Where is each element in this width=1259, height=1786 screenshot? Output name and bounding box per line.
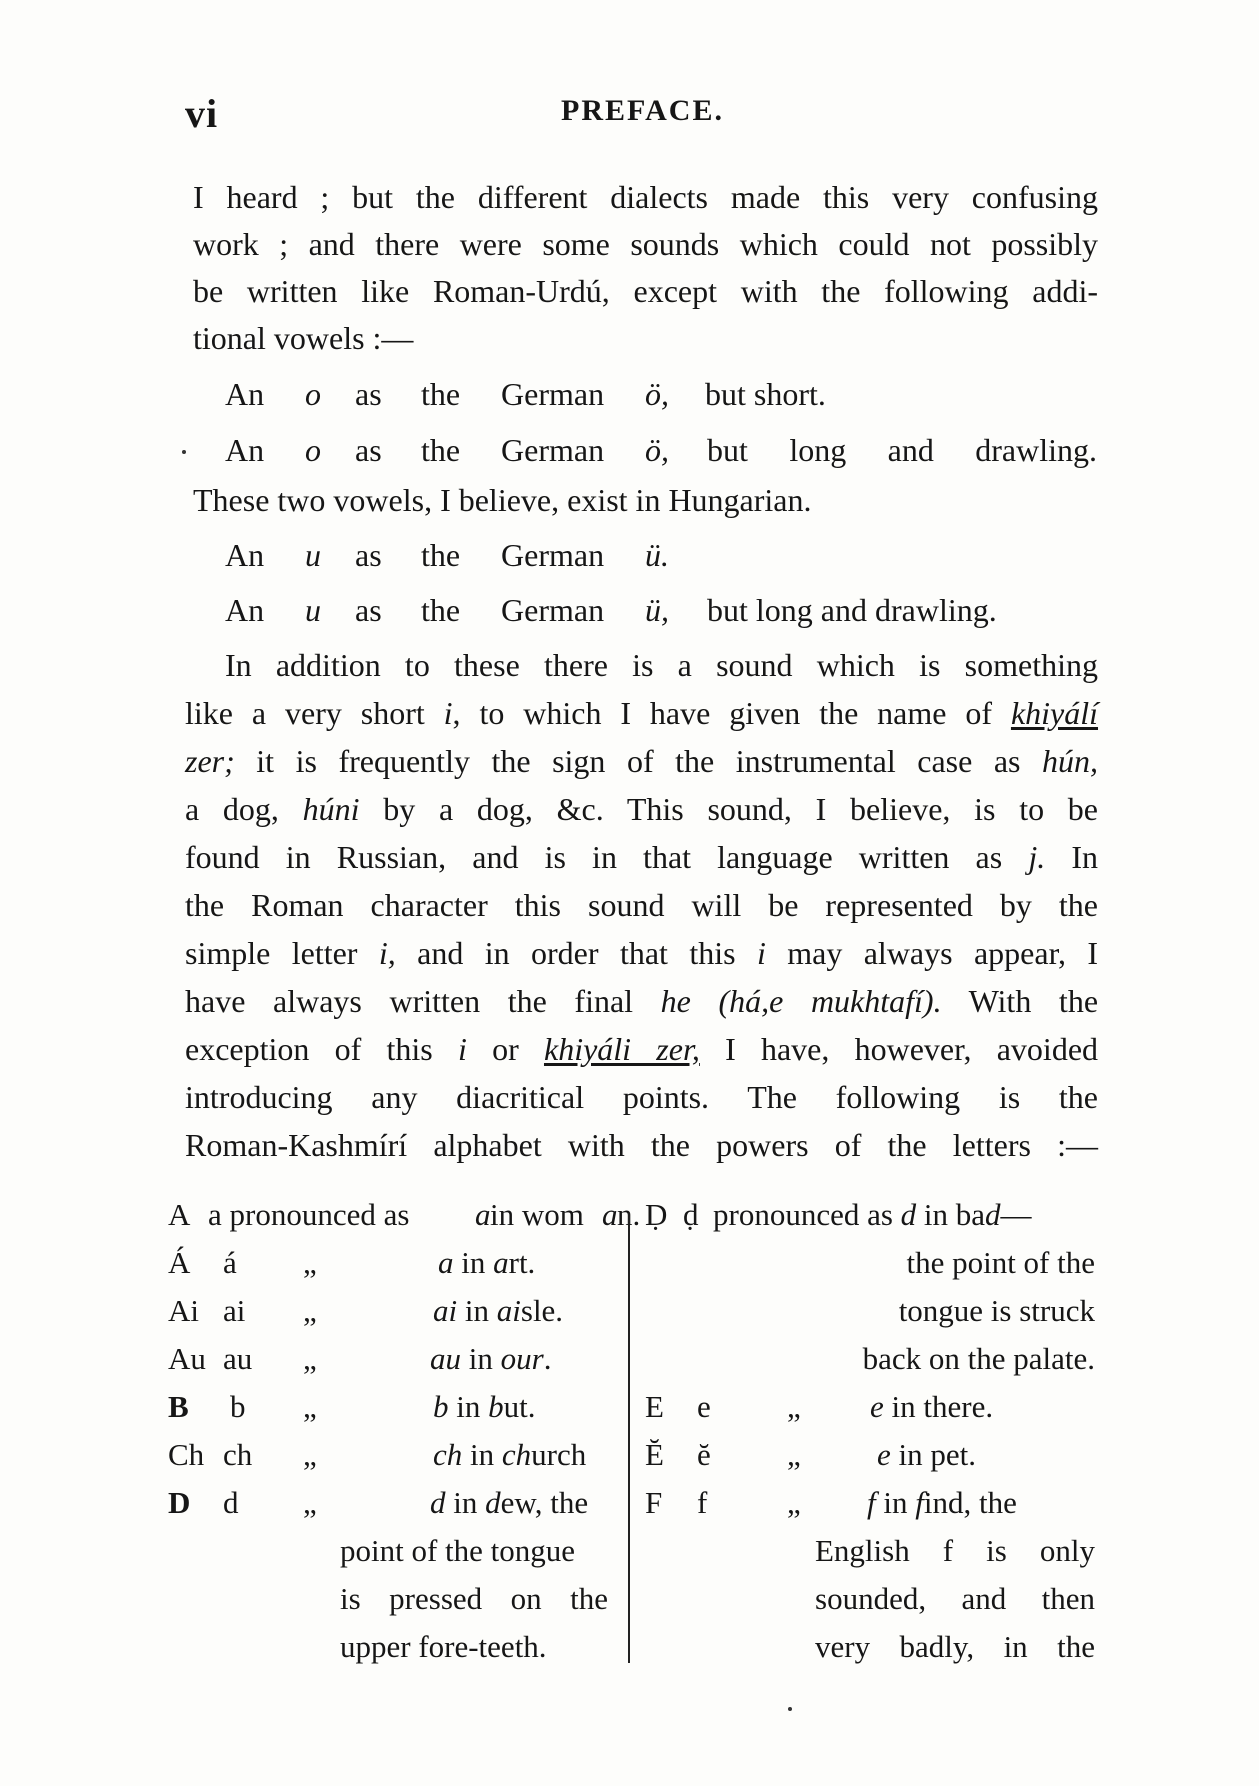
text-line: have always written the final he (há,e mukhtafí). With the xyxy=(185,983,1099,1019)
page-number: vi xyxy=(185,91,219,136)
text-line: the Roman character this sound will be represented by the xyxy=(185,887,1098,923)
alphabet-cont-line: upper fore-teeth. xyxy=(340,1629,547,1664)
alphabet-cont-line: tongue is struck xyxy=(898,1293,1095,1328)
text-line: These two vowels, I believe, exist in Hungarian. xyxy=(193,482,812,518)
text-line: tional vowels :— xyxy=(193,320,414,356)
text-line: I heard ; but the different dialects made this very confusing xyxy=(193,179,1098,215)
print-speck xyxy=(182,450,186,454)
text-line: simple letter i, and in order that this i may always appear, I xyxy=(185,935,1099,971)
running-title: PREFACE. xyxy=(561,94,724,127)
text-line: Roman-Kashmírí alphabet with the powers of the letters :— xyxy=(185,1127,1098,1163)
alphabet-cont-line: sounded, and then xyxy=(815,1581,1095,1616)
text-line: a dog, húni by a dog, &c. This sound, I believe, is to be xyxy=(185,791,1099,827)
print-speck xyxy=(788,1707,792,1711)
alphabet-cont-line: back on the palate. xyxy=(862,1341,1095,1376)
alphabet-cont-line: is pressed on the xyxy=(340,1581,608,1616)
text-line: be written like Roman-Urdú, except with the following addi- xyxy=(193,273,1098,309)
text-line: found in Russian, and is in that language written as j. In xyxy=(185,839,1099,875)
text-line: exception of this i or khiyáli zer, I have, however, avoided xyxy=(185,1031,1099,1067)
book-page: vi PREFACE. I heard ; but the different dialects made this very confusing work ; and there were some sounds which could not possibly be written like Roman-Urdú, except with the following addi- tional vowels :— An o as the German ö, but short. An o as the German ö, but long and drawling. These two vowels, I believe, exist in Hungarian. An u as the German ü. An u as the German ü, but long and drawling. In addition to these there is a sound which is something like a very short i, to which I have given the name of khiyálí zer; it is frequently the sign of the instrumental case as hún, a dog, húni by a dog, &c. This sound, I believe, is to be found in Russian, and is in that language written as j. In the Roman character this sound will be represented by the simple letter i, and in order that this i may always appear, I have always written the final he (há,e mukhtafí). With the exception of this i or khiyáli zer, I have, however, avoided introducing any diacritical points. The following is the Roman-Kashmírí alphabet with the powers of the letters :— A a pronounced as a in wom a n. Á á „ a in art. Ai ai „ ai in aisle. Au au „ au in our. B b „ b in but. Ch ch „ ch in church D d „ d in dew, the point of the tongue is pressed on the upper fore-teeth. Ḍ ḍ pronounced as d in bad— the point of the tongue is struck back on the palate. E e „ e in there. Ĕ ĕ „ e in pet. F f „ f in find, the English f is only sounded, and then very badly, in the xyxy=(0,0,1259,1786)
text-line: zer; it is frequently the sign of the instrumental case as hún, xyxy=(185,743,1098,779)
text-line: work ; and there were some sounds which could not possibly xyxy=(193,226,1098,262)
alphabet-cont-line: point of the tongue xyxy=(340,1533,576,1568)
column-divider xyxy=(628,1213,630,1663)
page-header xyxy=(185,90,1100,140)
alphabet-cont-line: the point of the xyxy=(906,1245,1095,1280)
alphabet-cont-line: English f is only xyxy=(815,1533,1095,1568)
text-line: like a very short i, to which I have given the name of khiyálí xyxy=(185,695,1099,731)
alphabet-cont-line: very badly, in the xyxy=(815,1629,1095,1664)
text-line: In addition to these there is a sound which is something xyxy=(225,647,1098,683)
text-line: introducing any diacritical points. The following is the xyxy=(185,1079,1098,1115)
